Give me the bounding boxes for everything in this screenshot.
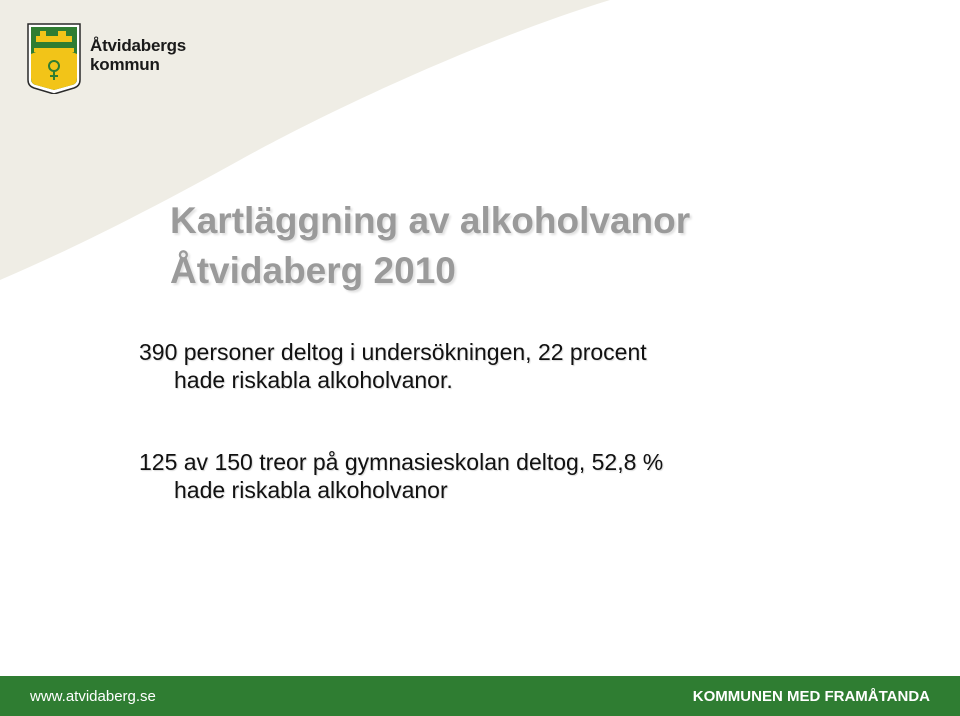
- logo-line-2: kommun: [90, 55, 160, 74]
- footer-slogan: KOMMUNEN MED FRAMÅTANDA: [692, 688, 930, 705]
- logo-text: [90, 36, 186, 74]
- logo-line-1: Åtvidabergs: [90, 36, 187, 55]
- paragraph-1-line-1: 390 personer deltog i undersökningen, 22 procent: [139, 339, 647, 365]
- paragraph-2-line-2: hade riskabla alkoholvanor: [174, 477, 448, 503]
- body-paragraph-1: [139, 338, 647, 394]
- footer-website-link[interactable]: www.atvidaberg.se: [30, 688, 156, 705]
- slide-title: [170, 196, 690, 296]
- title-line-1: Kartläggning av alkoholvanor: [170, 200, 691, 241]
- body-paragraph-2: [139, 448, 663, 504]
- municipality-logo: [26, 22, 196, 96]
- footer-bar: [0, 676, 960, 716]
- title-line-2: Åtvidaberg 2010: [170, 250, 456, 291]
- paragraph-2-line-1: 125 av 150 treor på gymnasieskolan deltog, 52,8 %: [139, 449, 664, 475]
- paragraph-1-line-2: hade riskabla alkoholvanor.: [174, 367, 453, 393]
- coat-of-arms-icon: [26, 22, 82, 94]
